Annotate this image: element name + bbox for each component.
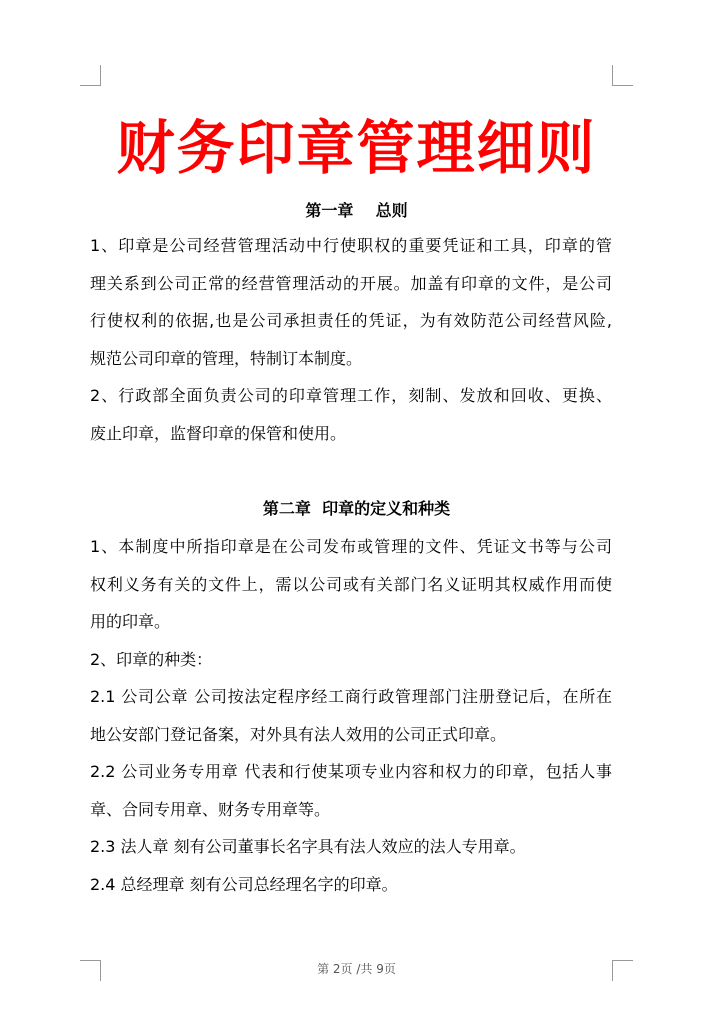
paragraph-line: 行使权利的依据,也是公司承担责任的凭证，为有效防范公司经营风险,	[90, 311, 612, 330]
crop-mark-top-left	[80, 65, 101, 86]
paragraph-line: 1、印章是公司经营管理活动中行使职权的重要凭证和工具，印章的管	[90, 236, 612, 255]
paragraph-line: 权利义务有关的文件上，需以公司或有关部门名义证明其权威作用而使	[90, 574, 612, 594]
paragraph-line: 用的印章。	[90, 612, 171, 631]
paragraph-line: 废止印章，监督印章的保管和使用。	[90, 423, 347, 443]
crop-mark-top-right	[612, 65, 633, 86]
paragraph-line: 2、印章的种类：	[90, 649, 213, 669]
paragraph-line: 规范公司印章的管理，特制订本制度。	[90, 348, 363, 368]
paragraph-line: 1、本制度中所指印章是在公司发布或管理的文件、凭证文书等与公司	[90, 537, 612, 556]
paragraph-line: 2.2 公司业务专用章 代表和行使某项专业内容和权力的印章，包括人事	[90, 762, 612, 781]
paragraph-line: 2.4 总经理章 刻有公司总经理名字的印章。	[90, 874, 398, 894]
paragraph-line: 地公安部门登记备案，对外具有法人效用的公司正式印章。	[90, 724, 507, 744]
paragraph-line: 2.1 公司公章 公司按法定程序经工商行政管理部门注册登记后，在所在	[90, 687, 612, 706]
paragraph-line: 章、合同专用章、财务专用章等。	[90, 799, 331, 819]
paragraph-line: 理关系到公司正常的经营管理活动的开展。加盖有印章的文件，是公司	[90, 273, 612, 293]
page-number-footer: 第 2页 /共 9页	[317, 962, 396, 976]
paragraph-line: 2、行政部全面负责公司的印章管理工作，刻制、发放和回收、更换、	[90, 386, 612, 405]
chapter-2-heading: 第二章 印章的定义和种类	[262, 499, 451, 518]
paragraph-line: 2.3 法人章 刻有公司董事长名字具有法人效应的法人专用章。	[90, 837, 526, 856]
chapter-1-heading: 第一章 总则	[305, 201, 408, 220]
document-title: 财务印章管理细则	[116, 114, 597, 182]
